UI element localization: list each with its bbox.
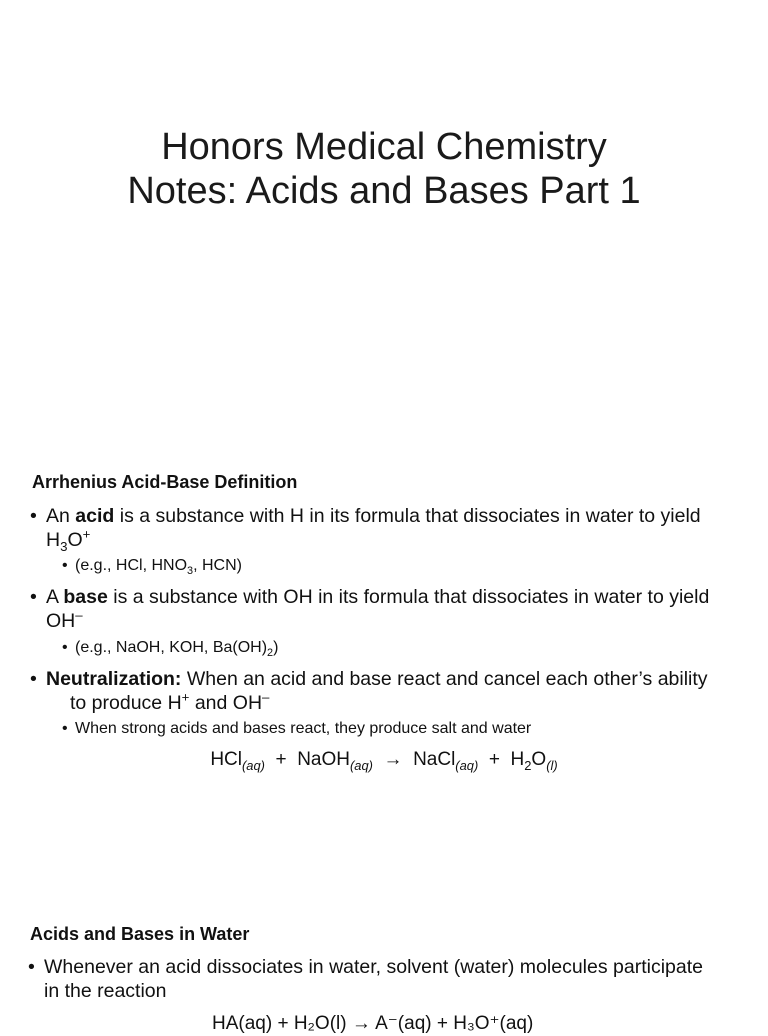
acid-species: $H_3O^+$ <box>46 526 91 554</box>
bullet-dot: • <box>28 956 35 978</box>
bullet-dot: • <box>30 505 37 527</box>
page-title <box>0 125 768 213</box>
neutralization-equation: HCl$_{(aq)}$ + NaOH$_{(aq)}$ → NaCl$_{(aq)}$ + $H_2O_{(l)}$ <box>210 749 558 773</box>
title-line-1: Honors Medical Chemistry <box>161 126 607 168</box>
sub-bullet-dot: • <box>62 639 68 656</box>
title-line-2: Notes: Acids and Bases Part 1 <box>127 170 641 212</box>
bullet-dot: • <box>30 668 37 690</box>
base-term: base <box>63 586 108 608</box>
neutralization-line2: to produce H+ and OH– <box>70 689 270 714</box>
bullet-water-line2: in the reaction <box>44 980 167 1002</box>
sub-bullet-dot: • <box>62 557 68 574</box>
bullet-base <box>30 585 756 609</box>
neutralization-note: • When strong acids and bases react, they produce salt and water <box>62 720 532 737</box>
base-species: OH– <box>46 607 83 632</box>
bullet-dot: • <box>30 586 37 608</box>
neutralization-term: Neutralization: <box>46 668 182 690</box>
water-equation-partial: HA(aq) + H₂O(l) → A⁻(aq) + H₃O⁺(aq) <box>212 1013 534 1034</box>
section-heading-arrhenius: Arrhenius Acid-Base Definition <box>32 472 298 492</box>
acid-pre: An <box>46 505 76 527</box>
base-definition: is a substance with OH in its formula that dissociates in water to yield <box>107 586 710 608</box>
acid-term: acid <box>75 505 115 527</box>
acid-definition: is a substance with H in its formula that dissociates in water to yield <box>114 505 701 527</box>
bullet-water: • Whenever an acid dissociates in water, solvent (water) molecules participate <box>28 956 703 978</box>
neutralization-definition: When an acid and base react and cancel each other’s ability <box>181 668 708 690</box>
bullet-neutralization <box>30 667 756 691</box>
sub-bullet-dot: • <box>62 720 68 737</box>
acid-examples: • (e.g., HCl, $HNO_3$, HCN) <box>62 557 242 578</box>
bullet-acid <box>30 504 756 528</box>
reaction-arrow: → <box>383 749 403 770</box>
base-examples: • (e.g., NaOH, KOH, $Ba(OH)_2$) <box>62 639 279 660</box>
section-heading-water: Acids and Bases in Water <box>30 924 250 944</box>
base-pre: A <box>46 586 64 608</box>
